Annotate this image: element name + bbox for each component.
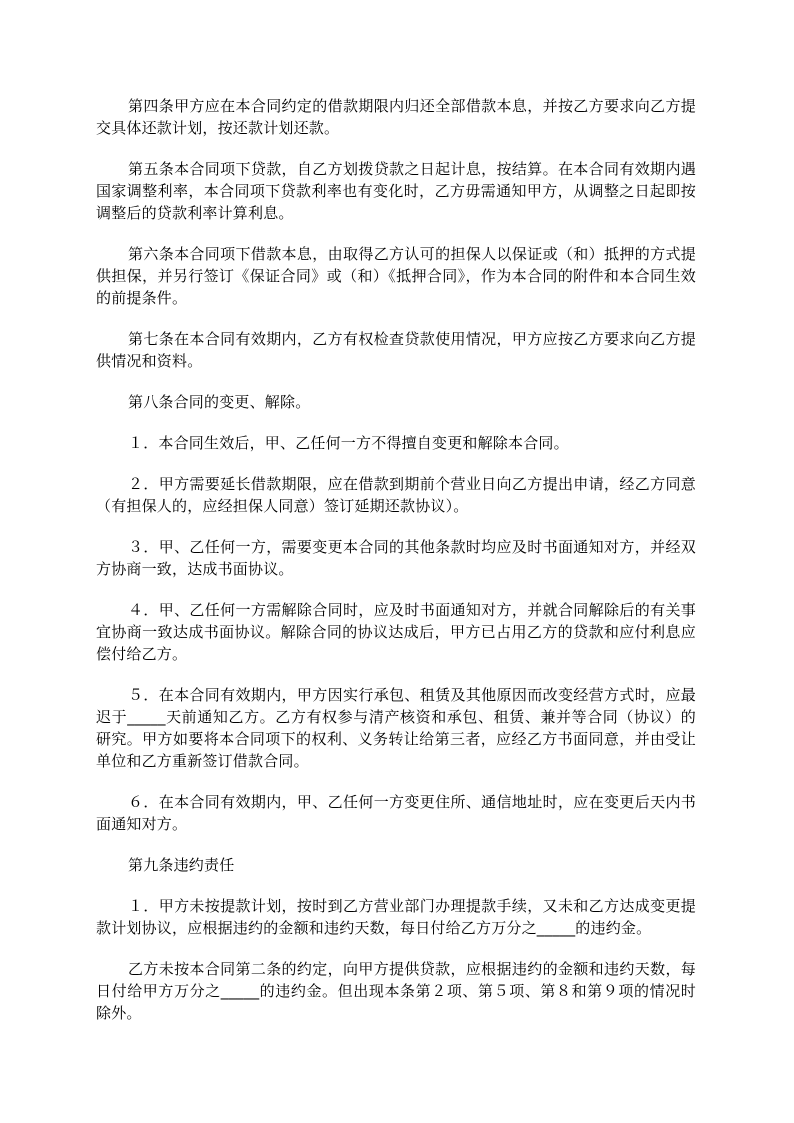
paragraph-article-4: 第四条甲方应在本合同约定的借款期限内归还全部借款本息，并按乙方要求向乙方提交具体还款计划，按还款计划还款。 bbox=[96, 97, 696, 137]
paragraph-article-8-item-1: １．本合同生效后，甲、乙任何一方不得擅自变更和解除本合同。 bbox=[128, 434, 569, 452]
document-body bbox=[96, 95, 696, 1043]
paragraph-article-9-item-1: １．甲方未按提款计划，按时到乙方营业部门办理提款手续，又未和乙方达成变更提款计划协议，应根据违约的金额和违约天数，每日付给乙方万分之_____的违约金。 bbox=[96, 897, 696, 937]
paragraph-article-8-item-3: ３．甲、乙任何一方，需要变更本合同的其他条款时均应及时书面通知对方，并经双方协商一致，达成书面协议。 bbox=[96, 538, 696, 578]
paragraph-article-8-item-6: ６．在本合同有效期内，甲、乙任何一方变更住所、通信地址时，应在变更后天内书面通知对方。 bbox=[96, 793, 696, 833]
paragraph-article-9-lender-default: 乙方未按本合同第二条的约定，向甲方提供贷款，应根据违约的金额和违约天数，每日付给甲方万分之_____的违约金。但出现本条第２项、第５项、第８和第９项的情况时除外。 bbox=[96, 960, 696, 1022]
heading-article-8: 第八条合同的变更、解除。 bbox=[128, 393, 311, 411]
paragraph-article-8-item-2: ２．甲方需要延长借款期限，应在借款到期前个营业日向乙方提出申请，经乙方同意（有担保人的，应经担保人同意）签订延期还款协议）。 bbox=[96, 475, 696, 515]
paragraph-article-8-item-5: ５．在本合同有效期内，甲方因实行承包、租赁及其他原因而改变经营方式时，应最迟于_____天前通知乙方。乙方有权参与清产核资和承包、租赁、兼并等合同（协议）的研究。甲方如要将本合同项下的权利、义务转让给第三者，应经乙方书面同意，并由受让单位和乙方重新签订借款合同。 bbox=[96, 686, 696, 770]
paragraph-article-5: 第五条本合同项下贷款，自乙方划拨贷款之日起计息，按结算。在本合同有效期内遇国家调整利率，本合同项下贷款利率也有变化时，乙方毋需通知甲方，从调整之日起即按调整后的贷款利率计算利息。 bbox=[96, 160, 696, 222]
paragraph-article-6: 第六条本合同项下借款本息，由取得乙方认可的担保人以保证或（和）抵押的方式提供担保，并另行签订《保证合同》或（和）《抵押合同》，作为本合同的附件和本合同生效的前提条件。 bbox=[96, 245, 696, 307]
paragraph-article-8-item-4: ４．甲、乙任何一方需解除合同时，应及时书面通知对方，并就合同解除后的有关事宜协商一致达成书面协议。解除合同的协议达成后，甲方已占用乙方的贷款和应付利息应偿付给乙方。 bbox=[96, 601, 696, 663]
heading-article-9: 第九条违约责任 bbox=[128, 856, 235, 874]
paragraph-article-7: 第七条在本合同有效期内，乙方有权检查贷款使用情况，甲方应按乙方要求向乙方提供情况和资料。 bbox=[96, 330, 696, 370]
